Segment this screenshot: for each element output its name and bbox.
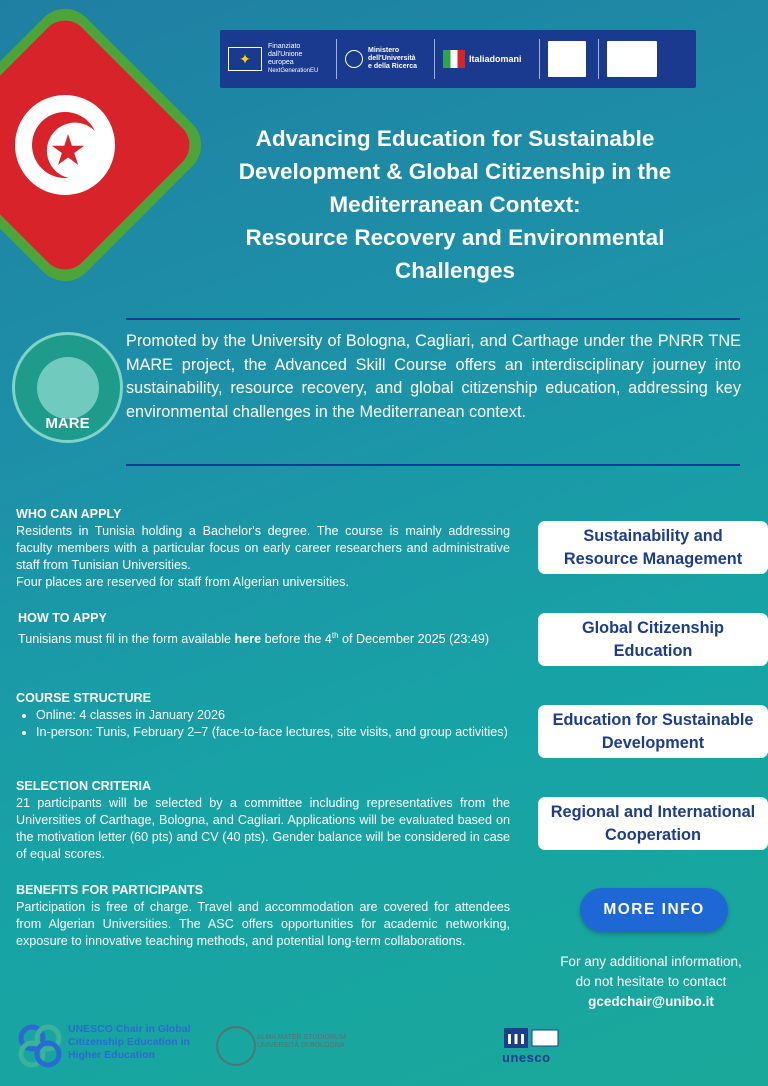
topic-1-line1: Sustainability and bbox=[583, 526, 723, 545]
contact-email-link[interactable]: gcedchair@unibo.it bbox=[588, 994, 714, 1009]
contact-line2: do not hesitate to contact bbox=[575, 974, 727, 989]
topic-esd bbox=[538, 705, 768, 758]
structure-heading: COURSE STRUCTURE bbox=[16, 691, 152, 705]
section-how-to-apply bbox=[18, 610, 512, 648]
ministry-line2: dell'Università bbox=[368, 55, 416, 62]
title-line-4: Resource Recovery and Environmental bbox=[245, 225, 665, 250]
ministry-line3: e della Ricerca bbox=[368, 63, 418, 70]
eu-flag-icon: ✦ bbox=[228, 47, 262, 71]
page-title bbox=[185, 122, 725, 287]
more-info-button[interactable]: MORE INFO bbox=[580, 888, 728, 932]
topic-global-citizenship bbox=[538, 613, 768, 666]
partner-logo-2-icon bbox=[607, 41, 657, 77]
contact-info bbox=[540, 952, 762, 1012]
funding-logos-banner bbox=[220, 30, 696, 88]
ministry-logo bbox=[337, 39, 435, 79]
how-body-sup: th bbox=[331, 631, 339, 640]
section-who-can-apply bbox=[16, 506, 510, 591]
partner-logo-1-icon bbox=[548, 41, 586, 77]
structure-list bbox=[16, 707, 510, 741]
italia-domani-label: Italiadomani bbox=[469, 54, 522, 64]
eu-line3: NextGenerationEU bbox=[268, 68, 319, 74]
eu-funding-logo bbox=[220, 39, 337, 79]
form-link[interactable]: here bbox=[234, 632, 262, 647]
structure-item-in-person: • In-person: Tunis, February 2–7 (face-to-face lectures, site visits, and group activities) bbox=[36, 724, 510, 741]
tunisia-flag-icon: ★ bbox=[0, 0, 213, 293]
title-line-1: Advancing Education for Sustainable bbox=[255, 126, 655, 151]
topic-sustainability bbox=[538, 521, 768, 574]
topic-2-line1: Global Citizenship bbox=[581, 618, 725, 637]
ministry-seal-icon bbox=[345, 50, 363, 68]
mare-logo-label: MARE bbox=[45, 415, 90, 432]
topic-4-line1: Regional and International bbox=[550, 802, 756, 821]
mare-logo bbox=[12, 332, 123, 443]
eu-line2: dall'Unione europea bbox=[268, 51, 303, 66]
who-heading: WHO CAN APPLY bbox=[16, 507, 122, 521]
how-body bbox=[18, 627, 512, 648]
unibo-label: ALMA MATER STUDIORUM UNIVERSITÀ DI BOLOGNA bbox=[257, 1034, 346, 1049]
how-body-pre: Tunisians must fil in the form available bbox=[18, 632, 235, 647]
how-body-mid: before the 4 bbox=[261, 632, 332, 647]
unesco-label: unesco bbox=[502, 1050, 551, 1065]
partner-logo-2 bbox=[599, 39, 669, 79]
how-body-post: of December 2025 (23:49) bbox=[338, 632, 490, 647]
unesco-chair-logo-icon bbox=[16, 1022, 64, 1070]
italia-domani-logo bbox=[435, 39, 540, 79]
title-line-5: Challenges bbox=[394, 258, 516, 283]
who-body-2: Four places are reserved for staff from Algerian universities. bbox=[16, 575, 349, 589]
contact-line1: For any additional information, bbox=[560, 954, 742, 969]
topic-1-line2: Resource Management bbox=[563, 549, 743, 568]
who-body: Residents in Tunisia holding a Bachelor's degree. The course is mainly addressing faculty members with a particular focus on early career researchers and administrative staff from Tunisian Universities. bbox=[16, 524, 510, 572]
how-heading: HOW TO APPY bbox=[18, 611, 107, 625]
unibo-seal-icon bbox=[216, 1026, 256, 1066]
criteria-heading: SELECTION CRITERIA bbox=[16, 779, 152, 793]
structure-item-online: • Online: 4 classes in January 2026 bbox=[36, 707, 510, 724]
topic-3-line1: Education for Sustainable bbox=[552, 710, 754, 729]
benefits-heading: BENEFITS FOR PARTICIPANTS bbox=[16, 883, 204, 897]
benefits-body: Participation is free of charge. Travel and accommodation are covered for attendees from Algerian Universities. The ASC offers opportunities for academic networking, exposure to innovative teaching methods, and potential long-term collaborations. bbox=[16, 900, 510, 948]
promo-paragraph: Promoted by the University of Bologna, Cagliari, and Carthage under the PNRR TNE MARE project, the Advanced Skill Course offers an interdisciplinary journey into sustainability, resource recovery, and global citizenship education, addressing key environmental challenges in the Mediterranean context. bbox=[126, 332, 741, 421]
section-course-structure bbox=[16, 690, 510, 741]
title-line-3: Mediterranean Context: bbox=[329, 192, 581, 217]
ministry-line1: Ministero bbox=[368, 47, 400, 54]
divider-top bbox=[126, 318, 740, 320]
topic-3-line2: Development bbox=[601, 733, 705, 752]
topic-cooperation bbox=[538, 797, 768, 850]
title-line-2: Development & Global Citizenship in the bbox=[238, 159, 672, 184]
section-selection-criteria bbox=[16, 778, 510, 863]
divider-bottom bbox=[126, 464, 740, 466]
partner-logo-1 bbox=[540, 39, 599, 79]
section-benefits bbox=[16, 882, 510, 950]
unesco-chair-label: UNESCO Chair in Global Citizenship Education in Higher Education bbox=[68, 1023, 191, 1061]
mediterranean-map-icon bbox=[37, 357, 99, 419]
eu-line1: Finanziato bbox=[268, 43, 301, 50]
topic-4-line2: Cooperation bbox=[605, 825, 701, 844]
italia-domani-icon bbox=[443, 50, 465, 68]
topic-2-line2: Education bbox=[613, 641, 693, 660]
criteria-body: 21 participants will be selected by a committee including representatives from the Universities of Carthage, Bologna, and Cagliari. Applications will be evaluated based on the motivation letter (60 pts) and CV (40 pts). Gender balance will be considered in case of equal scores. bbox=[16, 796, 510, 861]
